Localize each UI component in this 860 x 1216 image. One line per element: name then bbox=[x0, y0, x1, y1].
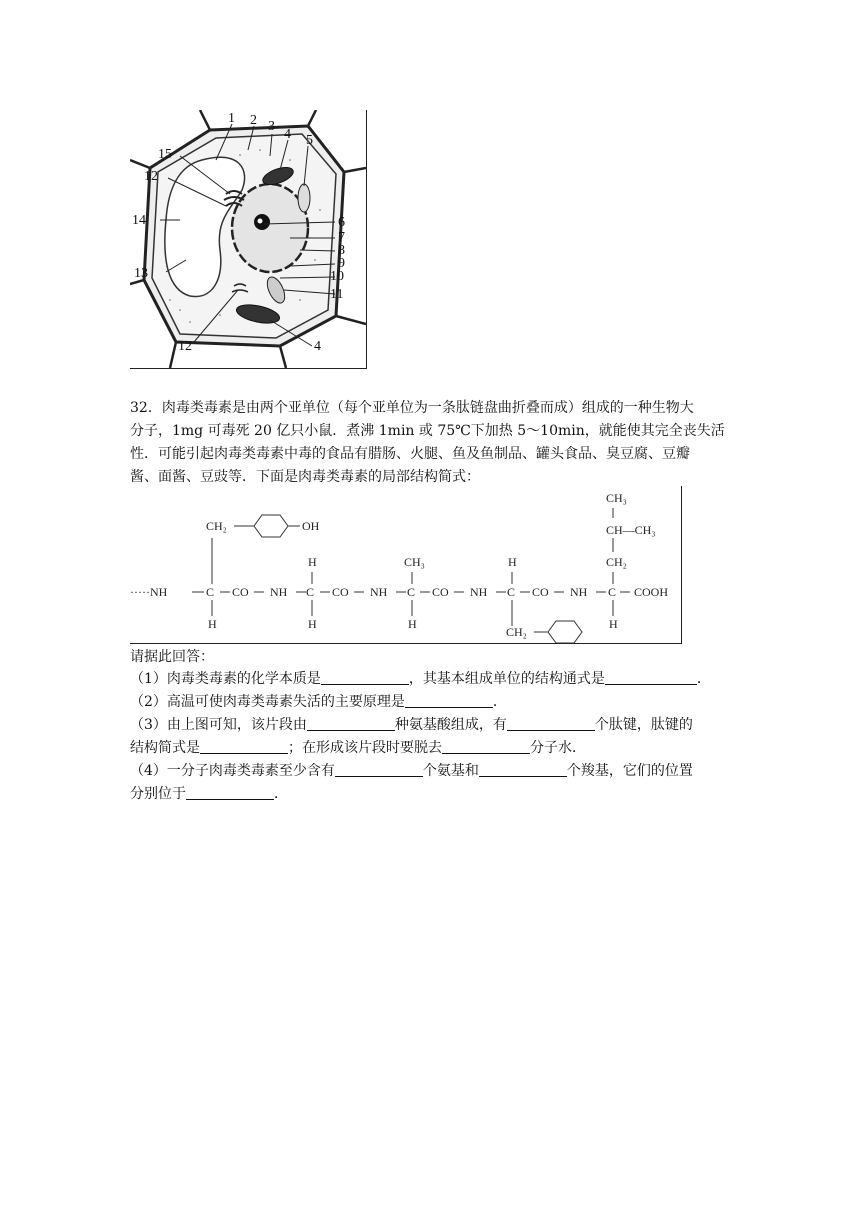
answer-blank[interactable] bbox=[479, 762, 567, 777]
backbone-group: NH bbox=[570, 585, 588, 599]
answer-blank[interactable] bbox=[321, 670, 409, 685]
backbone-group: CO bbox=[532, 585, 549, 599]
backbone-group: NH bbox=[370, 585, 388, 599]
cell-label: 8 bbox=[338, 243, 345, 258]
cell-label: 11 bbox=[330, 287, 344, 302]
cell-label: 4 bbox=[284, 127, 291, 142]
backbone-group: C bbox=[608, 585, 617, 599]
question-intro-line: 32．肉毒类毒素是由两个亚单位（每个亚单位为一条肽链盘曲折叠而成）组成的一种生物大 bbox=[130, 400, 694, 416]
side-group-bottom: H bbox=[308, 617, 317, 631]
side-group-top: H bbox=[308, 555, 317, 569]
backbone-group: C bbox=[206, 585, 215, 599]
backbone-group: CO bbox=[232, 585, 249, 599]
sub-question-3: （3）由上图可知，该片段由 种氨基酸组成，有 个肽键，肽键的 bbox=[130, 717, 693, 733]
side-group-top: CH₂ bbox=[606, 555, 627, 569]
question-intro-line: 性．可能引起肉毒类毒素中毒的食品有腊肠、火腿、鱼及鱼制品、罐头食品、臭豆腐、豆瓣 bbox=[130, 446, 690, 462]
sub-question-1: （1）肉毒类毒素的化学本质是 ，其基本组成单位的结构通式是 ． bbox=[130, 671, 711, 687]
side-group-bottom: H bbox=[408, 617, 417, 631]
backbone-group: C bbox=[407, 585, 416, 599]
cell-label: 1 bbox=[228, 111, 235, 126]
question-intro-line: 分子，1mg 可毒死 20 亿只小鼠．煮沸 1min 或 75℃下加热 5～10min，就能使其完全丧失活 bbox=[130, 423, 725, 439]
answer-blank[interactable] bbox=[200, 739, 288, 754]
sub-question-2: （2）高温可使肉毒类毒素失活的主要原理是 ． bbox=[130, 694, 507, 710]
answer-blank[interactable] bbox=[442, 739, 530, 754]
side-group-bottom: H bbox=[208, 617, 217, 631]
cell-label: 13 bbox=[134, 266, 148, 281]
plant-cell-figure bbox=[130, 110, 367, 369]
backbone-group: COOH bbox=[634, 585, 669, 599]
cell-label: 5 bbox=[306, 133, 313, 148]
cell-label: 12 bbox=[144, 169, 158, 184]
cell-label: 4 bbox=[314, 339, 321, 354]
side-group-top: CH—CH₃ bbox=[606, 523, 656, 537]
answer-prompt: 请据此回答： bbox=[130, 649, 214, 665]
sub-question-4: （4）一分子肉毒类毒素至少含有 个氨基和 个羧基，它们的位置 bbox=[130, 763, 693, 779]
answer-blank[interactable] bbox=[507, 716, 595, 731]
sub-question-4-cont: 分别位于 ． bbox=[130, 786, 288, 802]
side-group-top: H bbox=[508, 555, 517, 569]
cell-label: 9 bbox=[338, 256, 345, 271]
answer-blank[interactable] bbox=[335, 762, 423, 777]
backbone-group: ·····NH bbox=[130, 585, 168, 599]
cell-label: 6 bbox=[338, 215, 345, 230]
answer-blank[interactable] bbox=[605, 670, 697, 685]
hydroxyl-group: OH bbox=[302, 519, 320, 533]
side-group-top: CH₃ bbox=[404, 555, 425, 569]
backbone-group: C bbox=[306, 585, 315, 599]
backbone-group: NH bbox=[470, 585, 488, 599]
question-intro-line: 酱、面酱、豆豉等．下面是肉毒类毒素的局部结构简式： bbox=[130, 469, 480, 485]
side-group-bottom: CH₂ bbox=[506, 625, 527, 639]
answer-blank[interactable] bbox=[405, 693, 493, 708]
peptide-structure-figure bbox=[130, 486, 682, 644]
answer-blank[interactable] bbox=[307, 716, 395, 731]
cell-label: 10 bbox=[330, 269, 344, 284]
cell-label: 3 bbox=[268, 119, 275, 134]
sub-question-3-cont: 结构简式是 ；在形成该片段时要脱去 分子水． bbox=[130, 740, 586, 756]
cell-label: 2 bbox=[250, 113, 257, 128]
cell-label: 14 bbox=[132, 213, 146, 228]
cell-label: 7 bbox=[338, 230, 345, 245]
cell-label: 15 bbox=[158, 147, 172, 162]
answer-blank[interactable] bbox=[186, 785, 274, 800]
backbone-group: C bbox=[507, 585, 516, 599]
side-group-top: CH₂ bbox=[206, 519, 227, 533]
side-group-top: CH₃ bbox=[606, 491, 627, 505]
backbone-group: NH bbox=[270, 585, 288, 599]
cell-label: 12 bbox=[178, 339, 192, 354]
backbone-group: CO bbox=[432, 585, 449, 599]
side-group-bottom: H bbox=[609, 617, 618, 631]
backbone-group: CO bbox=[332, 585, 349, 599]
